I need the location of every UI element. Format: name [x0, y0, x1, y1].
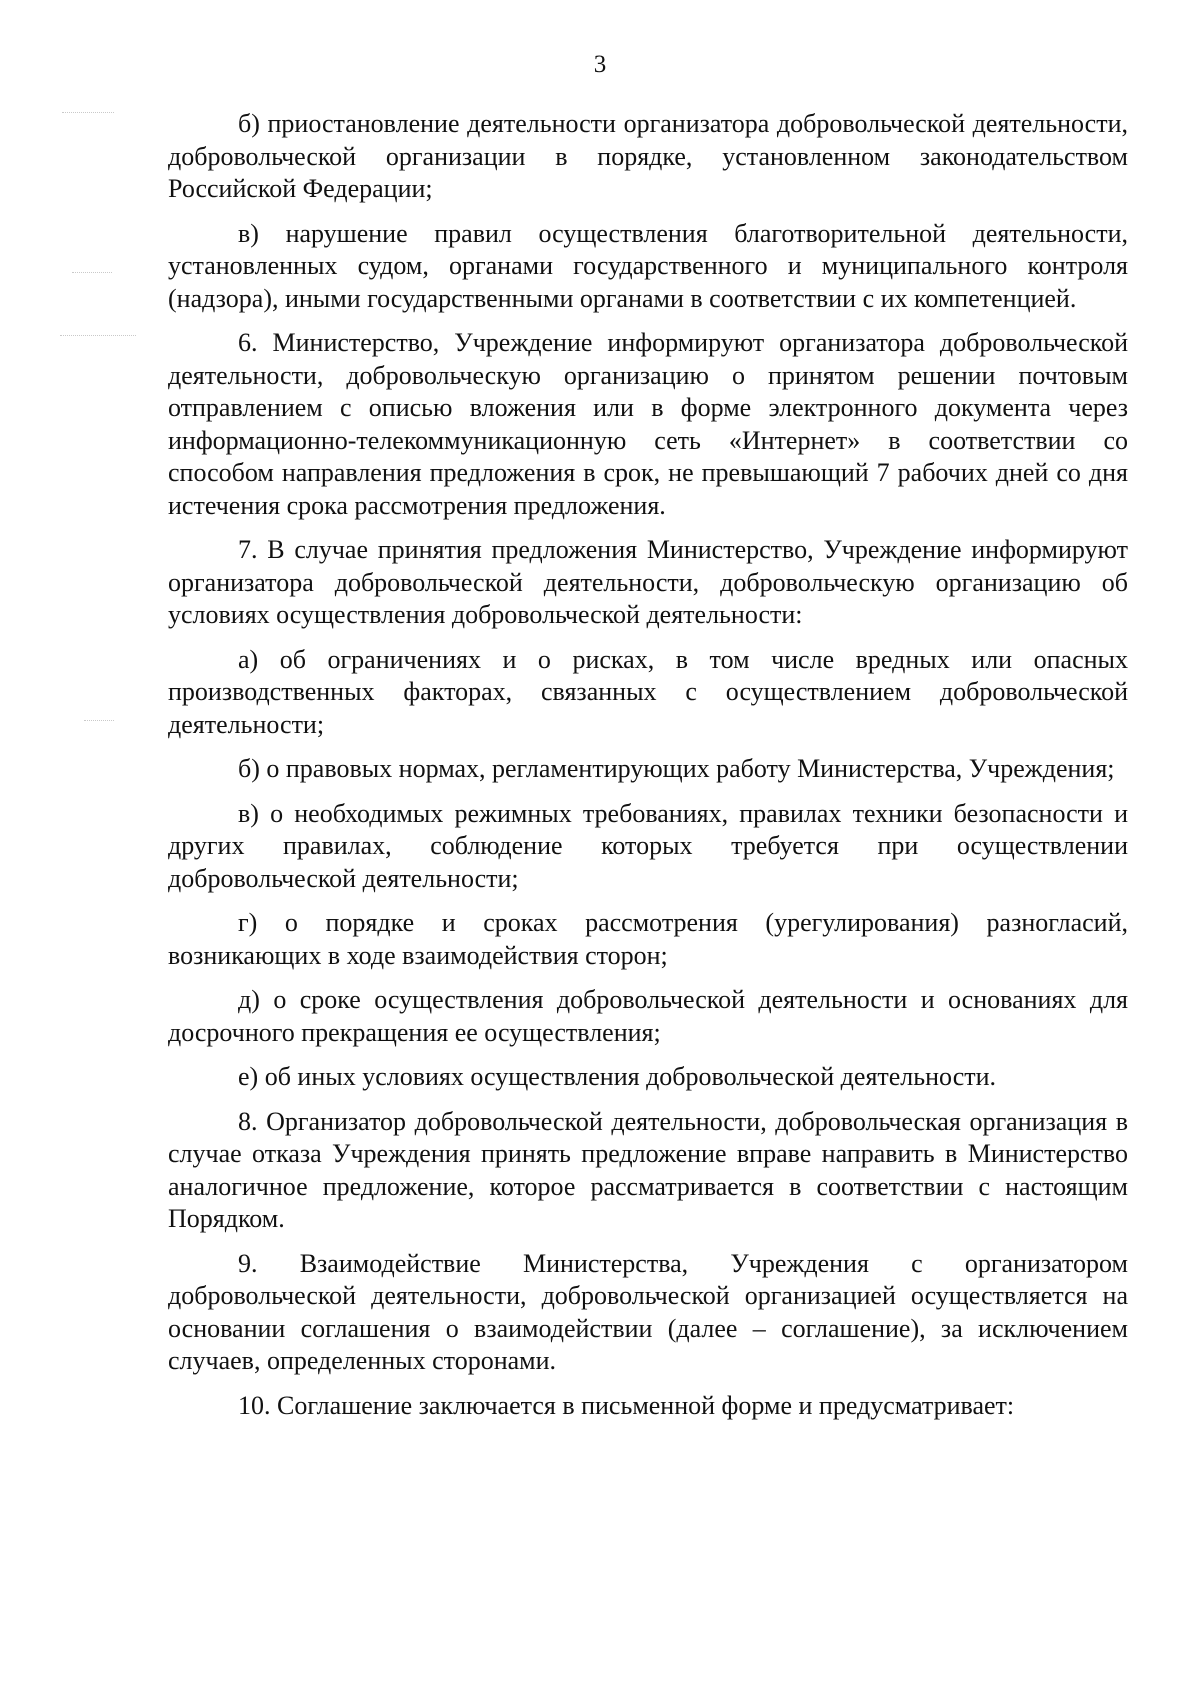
paragraph-b-legal-norms: б) о правовых нормах, регламентирующих работу Министерства, Учреждения; — [238, 754, 1115, 783]
document-body — [168, 108, 1128, 1422]
paragraph-10-agreement: 10. Соглашение заключается в письменной форме и предусматривает: — [238, 1390, 1015, 1420]
paragraph-6-notification: 6. Министерство, Учреждение информируют организатора добровольческой деятельности, добровольческую организацию о принятом решении почтовым отправлением с описью вложения или в форме электронного документа через информационно-телекоммуникационную сеть «Интернет» в соответствии со способом направления предложения в срок, не превышающий 7 рабочих дней со дня истечения срока рассмотрения предложения. — [168, 328, 1128, 520]
scan-artifact — [60, 335, 136, 336]
paragraph-g-disputes: г) о порядке и сроках рассмотрения (урегулирования) разногласий, возникающих в ходе взаимодействия сторон; — [168, 908, 1128, 970]
scan-artifact — [72, 272, 112, 273]
scan-artifact — [84, 720, 114, 721]
paragraph-v-safety: в) о необходимых режимных требованиях, правилах техники безопасности и других правилах, соблюдение которых требуется при осуществлении добровольческой деятельности; — [168, 798, 1128, 893]
paragraph-d-term: д) о сроке осуществления добровольческой деятельности и основаниях для досрочного прекращения ее осуществления; — [168, 985, 1128, 1047]
paragraph-b-suspension: б) приостановление деятельности организатора добровольческой деятельности, добровольческой организации в порядке, установленном законодательством Российской Федерации; — [168, 109, 1128, 203]
paragraph-7-conditions: 7. В случае принятия предложения Министерство, Учреждение информируют организатора добровольческой деятельности, добровольческую организацию об условиях осуществления добровольческой деятельности: — [168, 535, 1128, 629]
paragraph-e-other: е) об иных условиях осуществления добровольческой деятельности. — [238, 1062, 997, 1091]
paragraph-a-risks: а) об ограничениях и о рисках, в том числе вредных или опасных производственных факторах, связанных с осуществлением добровольческой деятельности; — [168, 644, 1128, 739]
page-number: 3 — [593, 51, 607, 78]
paragraph-v-violation: в) нарушение правил осуществления благотворительной деятельности, установленных судом, органами государственного и муниципального контроля (надзора), иными государственными органами в соответствии с их компетенцией. — [168, 218, 1128, 313]
paragraph-8-refusal: 8. Организатор добровольческой деятельности, добровольческая организация в случае отказа Учреждения принять предложение вправе направить в Министерство аналогичное предложение, которое рассматривается в соответствии с настоящим Порядком. — [168, 1106, 1128, 1233]
scan-artifact — [62, 112, 114, 113]
paragraph-9-interaction: 9. Взаимодействие Министерства, Учреждения с организатором добровольческой деятельности, добровольческой организацией осуществляется на основании соглашения о взаимодействии (далее – соглашение), за исключением случаев, определенных сторонами. — [168, 1248, 1128, 1375]
